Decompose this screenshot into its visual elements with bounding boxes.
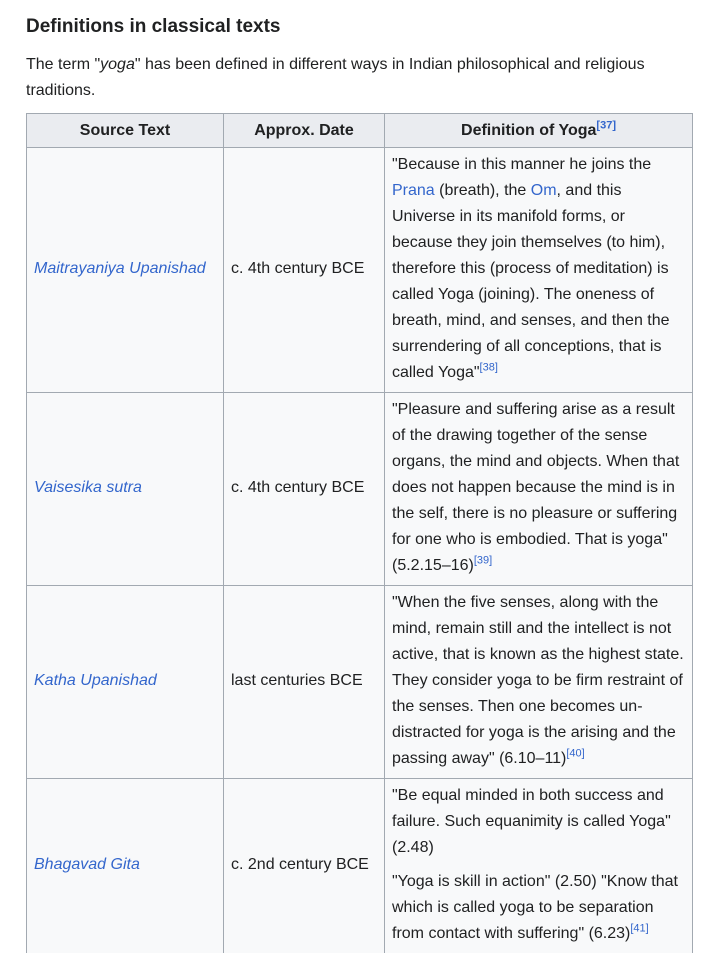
reference-link[interactable]: [41]	[630, 923, 648, 935]
definition-cell: "When the five senses, along with the mind, remain still and the intellect is not active, that is known as the highest state. They consider yoga to be firm restraint of the senses. Then one becomes un-distracted for yoga is the arising and the passing away" (6.10–11)[40]	[385, 586, 693, 779]
definition-cell: "Pleasure and suffering arise as a result of the drawing together of the sense organs, the mind and objects. When that does not happen because the mind is in the self, there is no pleasure or suffering for one who is embodied. That is yoga" (5.2.15–16)[39]	[385, 393, 693, 586]
intro-term: yoga	[100, 56, 135, 73]
source-cell	[27, 779, 224, 953]
date-cell: c. 2nd century BCE	[224, 779, 385, 953]
intro-paragraph: The term "yoga" has been defined in different ways in Indian philosophical and religious traditions.	[26, 52, 676, 104]
table-row	[27, 779, 693, 953]
date-cell: c. 4th century BCE	[224, 148, 385, 393]
table-row	[27, 586, 693, 779]
source-cell	[27, 148, 224, 393]
source-link[interactable]: Vaisesika sutra	[34, 479, 142, 496]
reference-link[interactable]: [39]	[474, 555, 492, 567]
reference-link[interactable]: [37]	[596, 119, 616, 131]
column-header-date: Approx. Date	[224, 114, 385, 148]
definition-paragraph: "Be equal minded in both success and failure. Such equanimity is called Yoga" (2.48)	[392, 783, 686, 861]
section-heading: Definitions in classical texts	[26, 0, 692, 40]
source-link[interactable]: Bhagavad Gita	[34, 856, 140, 873]
table-header-row	[27, 114, 693, 148]
om-link[interactable]: Om	[531, 182, 557, 199]
definitions-table	[26, 113, 693, 953]
source-link[interactable]: Katha Upanishad	[34, 672, 157, 689]
definition-cell: "Because in this manner he joins the Prana (breath), the Om, and this Universe in its manifold forms, or because they join themselves (to him), therefore this (process of meditation) is called Yoga (joining). The oneness of breath, mind, and senses, and then the surrendering of all conceptions, that is called Yoga"[38]	[385, 148, 693, 393]
source-link[interactable]: Maitrayaniya Upanishad	[34, 260, 206, 277]
date-cell: last centuries BCE	[224, 586, 385, 779]
table-row	[27, 393, 693, 586]
table-row	[27, 148, 693, 393]
prana-link[interactable]: Prana	[392, 182, 435, 199]
reference-link[interactable]: [40]	[566, 748, 584, 760]
column-header-definition: Definition of Yoga[37]	[385, 114, 693, 148]
definition-cell	[385, 779, 693, 953]
definition-paragraph: "Yoga is skill in action" (2.50) "Know that which is called yoga to be separation from contact with suffering" (6.23)[41]	[392, 869, 686, 947]
reference-link[interactable]: [38]	[480, 362, 498, 374]
source-cell	[27, 586, 224, 779]
source-cell	[27, 393, 224, 586]
column-header-source: Source Text	[27, 114, 224, 148]
date-cell: c. 4th century BCE	[224, 393, 385, 586]
